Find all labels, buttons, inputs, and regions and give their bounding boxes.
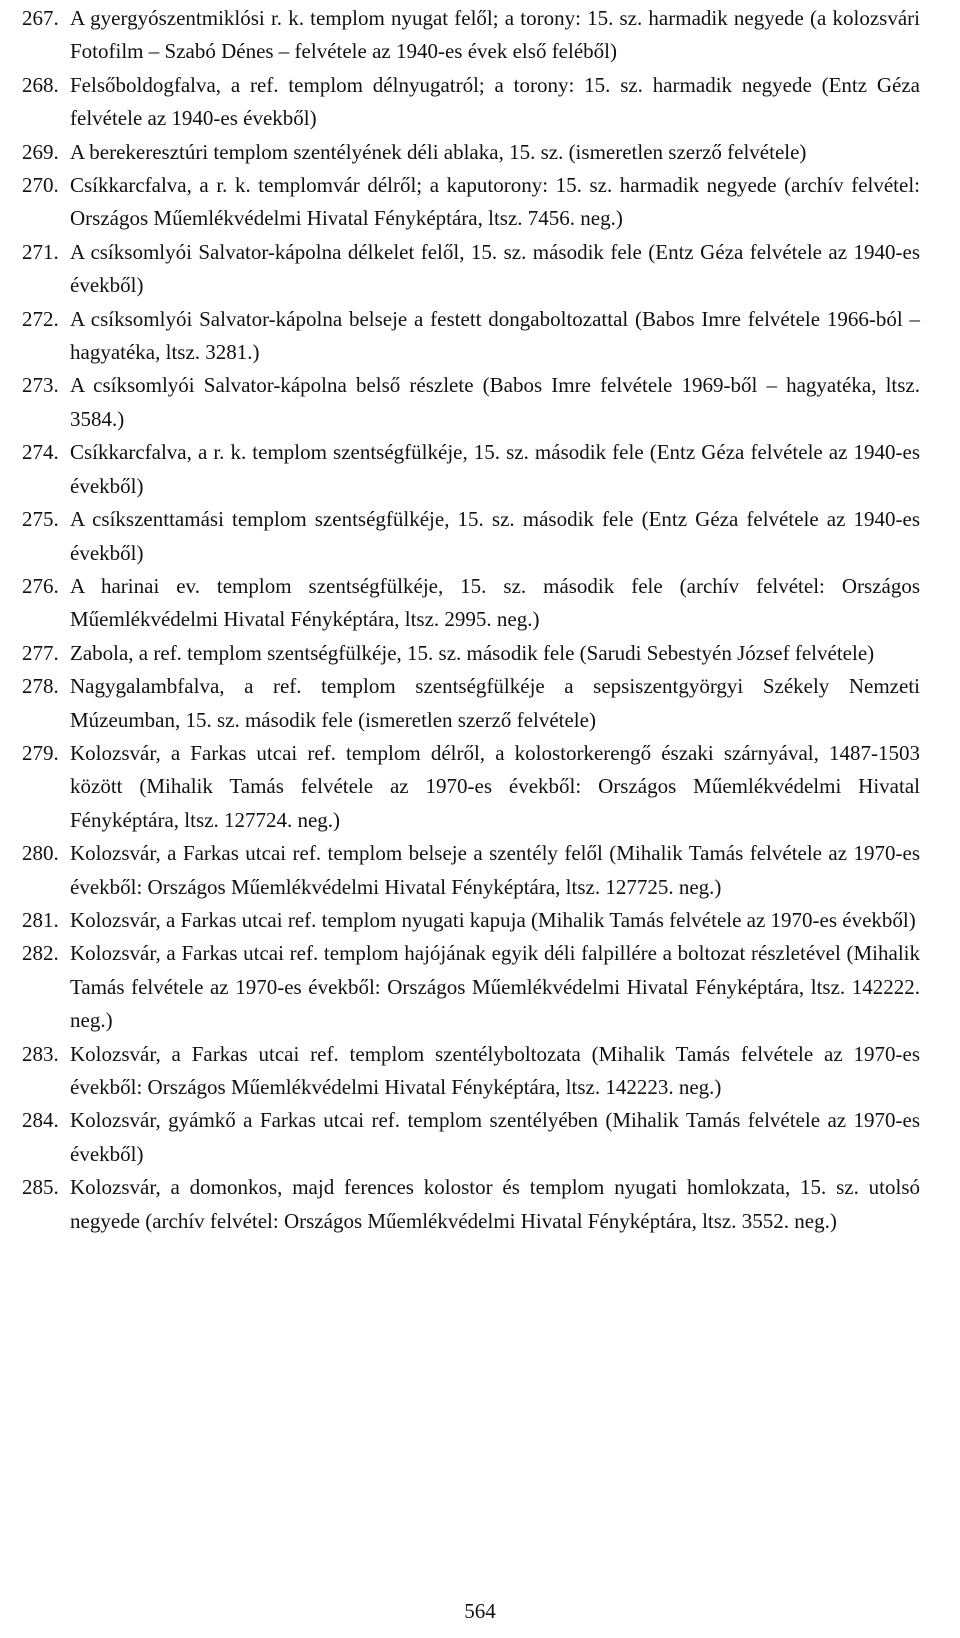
caption-entry-268 — [22, 69, 920, 136]
figure-caption-list — [22, 2, 920, 1238]
caption-entry-277 — [22, 637, 920, 670]
caption-entry-276 — [22, 570, 920, 637]
entry-text: A csíksomlyói Salvator-kápolna délkelet felől, 15. sz. második fele (Entz Géza felvétele az 1940-es évekből) — [70, 239, 920, 298]
entry-text: Kolozsvár, a Farkas utcai ref. templom szentélyboltozata (Mihalik Tamás felvétele az 1970-es évekből: Országos Műemlékvédelmi Hivatal Fényképtára, ltsz. 142223. neg.) — [70, 1041, 920, 1099]
entry-number: 282. — [22, 941, 59, 966]
entry-number: 279. — [22, 740, 59, 765]
caption-entry-278 — [22, 670, 920, 737]
caption-entry-274 — [22, 436, 920, 503]
page-number: 564 — [464, 1599, 496, 1623]
entry-number: 274. — [22, 440, 59, 465]
entry-number: 272. — [22, 306, 59, 331]
entry-text: Kolozsvár, a Farkas utcai ref. templom nyugati kapuja (Mihalik Tamás felvétele az 1970-es évekből) — [70, 907, 916, 932]
entry-text: Zabola, a ref. templom szentségfülkéje, 15. sz. második fele (Sarudi Sebestyén József felvétele) — [70, 640, 875, 665]
entry-number: 278. — [22, 674, 59, 699]
entry-number: 284. — [22, 1108, 59, 1133]
caption-entry-284 — [22, 1104, 920, 1171]
caption-entry-282 — [22, 937, 920, 1037]
caption-entry-283 — [22, 1038, 920, 1105]
caption-entry-275 — [22, 503, 920, 570]
entry-text: Csíkkarcfalva, a r. k. templom szentségfülkéje, 15. sz. második fele (Entz Géza felvétele az 1940-es évekből) — [70, 440, 920, 498]
caption-entry-285 — [22, 1171, 920, 1238]
caption-entry-269 — [22, 136, 920, 169]
entry-number: 269. — [22, 139, 59, 164]
entry-text: A csíksomlyói Salvator-kápolna belseje a festett dongaboltozattal (Babos Imre felvétele 1966-ból – hagyatéka, ltsz. 3281.) — [70, 306, 920, 365]
entry-number: 285. — [22, 1175, 59, 1200]
entry-number: 268. — [22, 72, 59, 97]
entry-number: 283. — [22, 1041, 59, 1066]
entry-text: Kolozsvár, a Farkas utcai ref. templom hajójának egyik déli falpillére a boltozat részletével (Mihalik Tamás felvétele az 1970-es évekből: Országos Műemlékvédelmi Hivatal Fényképtára, ltsz. 142222. neg.) — [70, 941, 920, 1033]
entry-text: A csíkszenttamási templom szentségfülkéje, 15. sz. második fele (Entz Géza felvétele az 1940-es évekből) — [70, 507, 920, 565]
caption-entry-271 — [22, 236, 920, 303]
caption-entry-279 — [22, 737, 920, 837]
entry-number: 273. — [22, 373, 59, 398]
entry-number: 267. — [22, 6, 59, 30]
entry-number: 271. — [22, 239, 59, 264]
caption-entry-280 — [22, 837, 920, 904]
entry-text: A gyergyószentmiklósi r. k. templom nyugat felől; a torony: 15. sz. harmadik negyede (a kolozsvári Fotofilm – Szabó Dénes – felvétele az 1940-es évek első feléből) — [70, 6, 920, 64]
entry-text: Csíkkarcfalva, a r. k. templomvár délről; a kaputorony: 15. sz. harmadik negyede (archív felvétel: Országos Műemlékvédelmi Hivatal Fényképtára, ltsz. 7456. neg.) — [70, 173, 920, 231]
entry-text: A berekeresztúri templom szentélyének déli ablaka, 15. sz. (ismeretlen szerző felvétele) — [70, 139, 807, 164]
entry-text: A csíksomlyói Salvator-kápolna belső részlete (Babos Imre felvétele 1969-ből – hagyatéka, ltsz. 3584.) — [70, 373, 920, 431]
entry-number: 275. — [22, 507, 59, 532]
caption-entry-281 — [22, 904, 920, 937]
entry-text: Felsőboldogfalva, a ref. templom délnyugatról; a torony: 15. sz. harmadik negyede (Entz Géza felvétele az 1940-es évekből) — [70, 72, 920, 131]
entry-text: Nagygalambfalva, a ref. templom szentségfülkéje a sepsiszentgyörgyi Székely Nemzeti Múzeumban, 15. sz. második fele (ismeretlen szerző felvétele) — [70, 674, 920, 732]
caption-entry-267 — [22, 2, 920, 69]
caption-entry-273 — [22, 369, 920, 436]
entry-text: Kolozsvár, a domonkos, majd ferences kolostor és templom nyugati homlokzata, 15. sz. utolsó negyede (archív felvétel: Országos Műemlékvédelmi Hivatal Fényképtára, ltsz. 3552. neg.) — [70, 1175, 920, 1233]
entry-text: Kolozsvár, a Farkas utcai ref. templom délről, a kolostorkerengő északi szárnyával, 1487-1503 között (Mihalik Tamás felvétele az 1970-es évekből: Országos Műemlékvédelmi Hivatal Fényképtára, ltsz. 127724. neg.) — [70, 740, 920, 832]
caption-entry-270 — [22, 169, 920, 236]
entry-number: 276. — [22, 573, 59, 598]
entry-text: Kolozsvár, a Farkas utcai ref. templom belseje a szentély felől (Mihalik Tamás felvétele az 1970-es évekből: Országos Műemlékvédelmi Hivatal Fényképtára, ltsz. 127725. neg.) — [70, 841, 920, 899]
entry-number: 277. — [22, 640, 59, 665]
caption-entry-272 — [22, 303, 920, 370]
entry-number: 270. — [22, 173, 59, 198]
entry-text: A harinai ev. templom szentségfülkéje, 15. sz. második fele (archív felvétel: Országos Műemlékvédelmi Hivatal Fényképtára, ltsz. 2995. neg.) — [70, 573, 920, 632]
entry-number: 280. — [22, 841, 59, 866]
entry-number: 281. — [22, 907, 59, 932]
entry-text: Kolozsvár, gyámkő a Farkas utcai ref. templom szentélyében (Mihalik Tamás felvétele az 1970-es évekből) — [70, 1108, 920, 1166]
